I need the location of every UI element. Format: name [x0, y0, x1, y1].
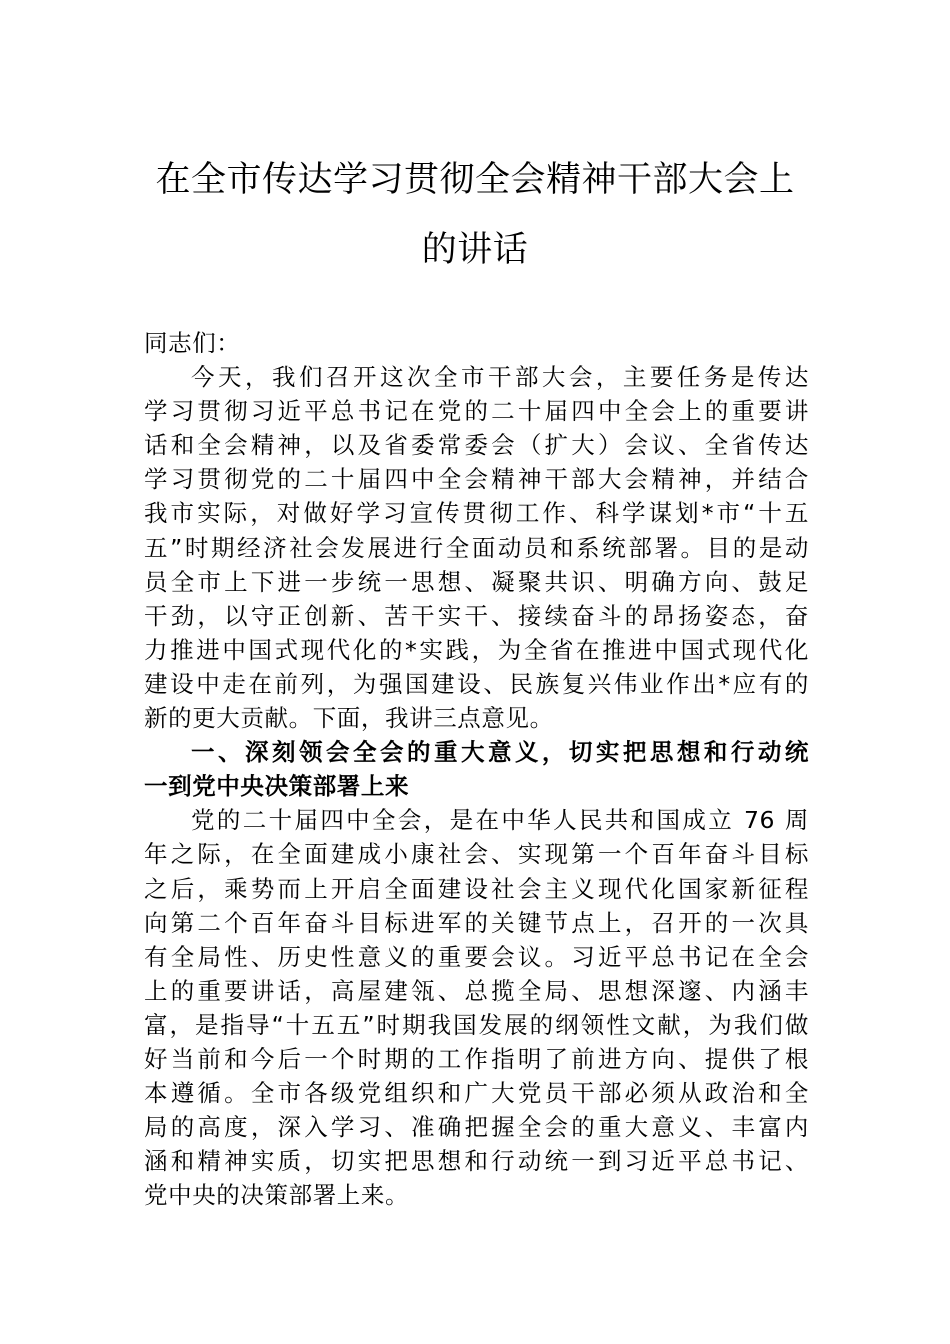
- paragraph-line: 好当前和今后一个时期的工作指明了前进方向、提供了根: [144, 1044, 809, 1073]
- paragraph-line: 有全局性、历史性意义的重要会议。习近平总书记在全会: [144, 942, 809, 971]
- title-line-2: 的讲话: [421, 230, 529, 270]
- paragraph-intro: [144, 360, 809, 735]
- paragraph-line: 干劲，以守正创新、苦干实干、接续奋斗的昂扬姿态，奋: [144, 601, 809, 630]
- paragraph-line: 向第二个百年奋斗目标进军的关键节点上，召开的一次具: [144, 908, 809, 937]
- paragraph-line: 局的高度，深入学习、准确把握全会的重大意义、丰富内: [144, 1113, 809, 1142]
- paragraph-line: 之后，乘势而上开启全面建设社会主义现代化国家新征程: [144, 874, 809, 903]
- paragraph-section-1: [144, 803, 809, 1212]
- document-title: [140, 160, 810, 270]
- paragraph-line: 我市实际，对做好学习宣传贯彻工作、科学谋划*市“十五: [144, 499, 809, 528]
- paragraph-line: 党的二十届四中全会，是在中华人民共和国成立 76 周: [191, 806, 809, 835]
- paragraph-line: 年之际，在全面建成小康社会、实现第一个百年奋斗目标: [144, 840, 809, 869]
- paragraph-line: 五”时期经济社会发展进行全面动员和系统部署。目的是动: [144, 533, 809, 562]
- paragraph-line: 上的重要讲话，高屋建瓴、总揽全局、思想深邃、内涵丰: [144, 976, 809, 1005]
- salutation: 同志们：: [144, 329, 241, 357]
- heading-line: 一、深刻领会全会的重大意义，切实把思想和行动统: [191, 738, 809, 767]
- paragraph-line: 学习贯彻党的二十届四中全会精神干部大会精神，并结合: [144, 465, 809, 494]
- paragraph-line: 学习贯彻习近平总书记在党的二十届四中全会上的重要讲: [144, 397, 809, 426]
- section-heading-1: [144, 735, 809, 803]
- paragraph-line: 本遵循。全市各级党组织和广大党员干部必须从政治和全: [144, 1079, 809, 1108]
- paragraph-line: 富，是指导“十五五”时期我国发展的纲领性文献，为我们做: [144, 1010, 809, 1039]
- paragraph-line: 员全市上下进一步统一思想、凝聚共识、明确方向、鼓足: [144, 567, 809, 596]
- document-body: [144, 326, 809, 1212]
- paragraph-line: 力推进中国式现代化的*实践，为全省在推进中国式现代化: [144, 635, 809, 664]
- paragraph-line: 涵和精神实质，切实把思想和行动统一到习近平总书记、: [144, 1147, 809, 1176]
- title-line-1: 在全市传达学习贯彻全会精神干部大会上: [155, 160, 795, 200]
- paragraph-line: 新的更大贡献。下面，我讲三点意见。: [144, 704, 554, 733]
- paragraph-line: 党中央的决策部署上来。: [144, 1181, 410, 1210]
- paragraph-line: 建设中走在前列，为强国建设、民族复兴伟业作出*应有的: [144, 669, 809, 698]
- paragraph-line: 话和全会精神，以及省委常委会（扩大）会议、全省传达: [144, 431, 809, 460]
- heading-line: 一到党中央决策部署上来: [144, 772, 410, 801]
- paragraph-line: 今天，我们召开这次全市干部大会，主要任务是传达: [191, 363, 809, 392]
